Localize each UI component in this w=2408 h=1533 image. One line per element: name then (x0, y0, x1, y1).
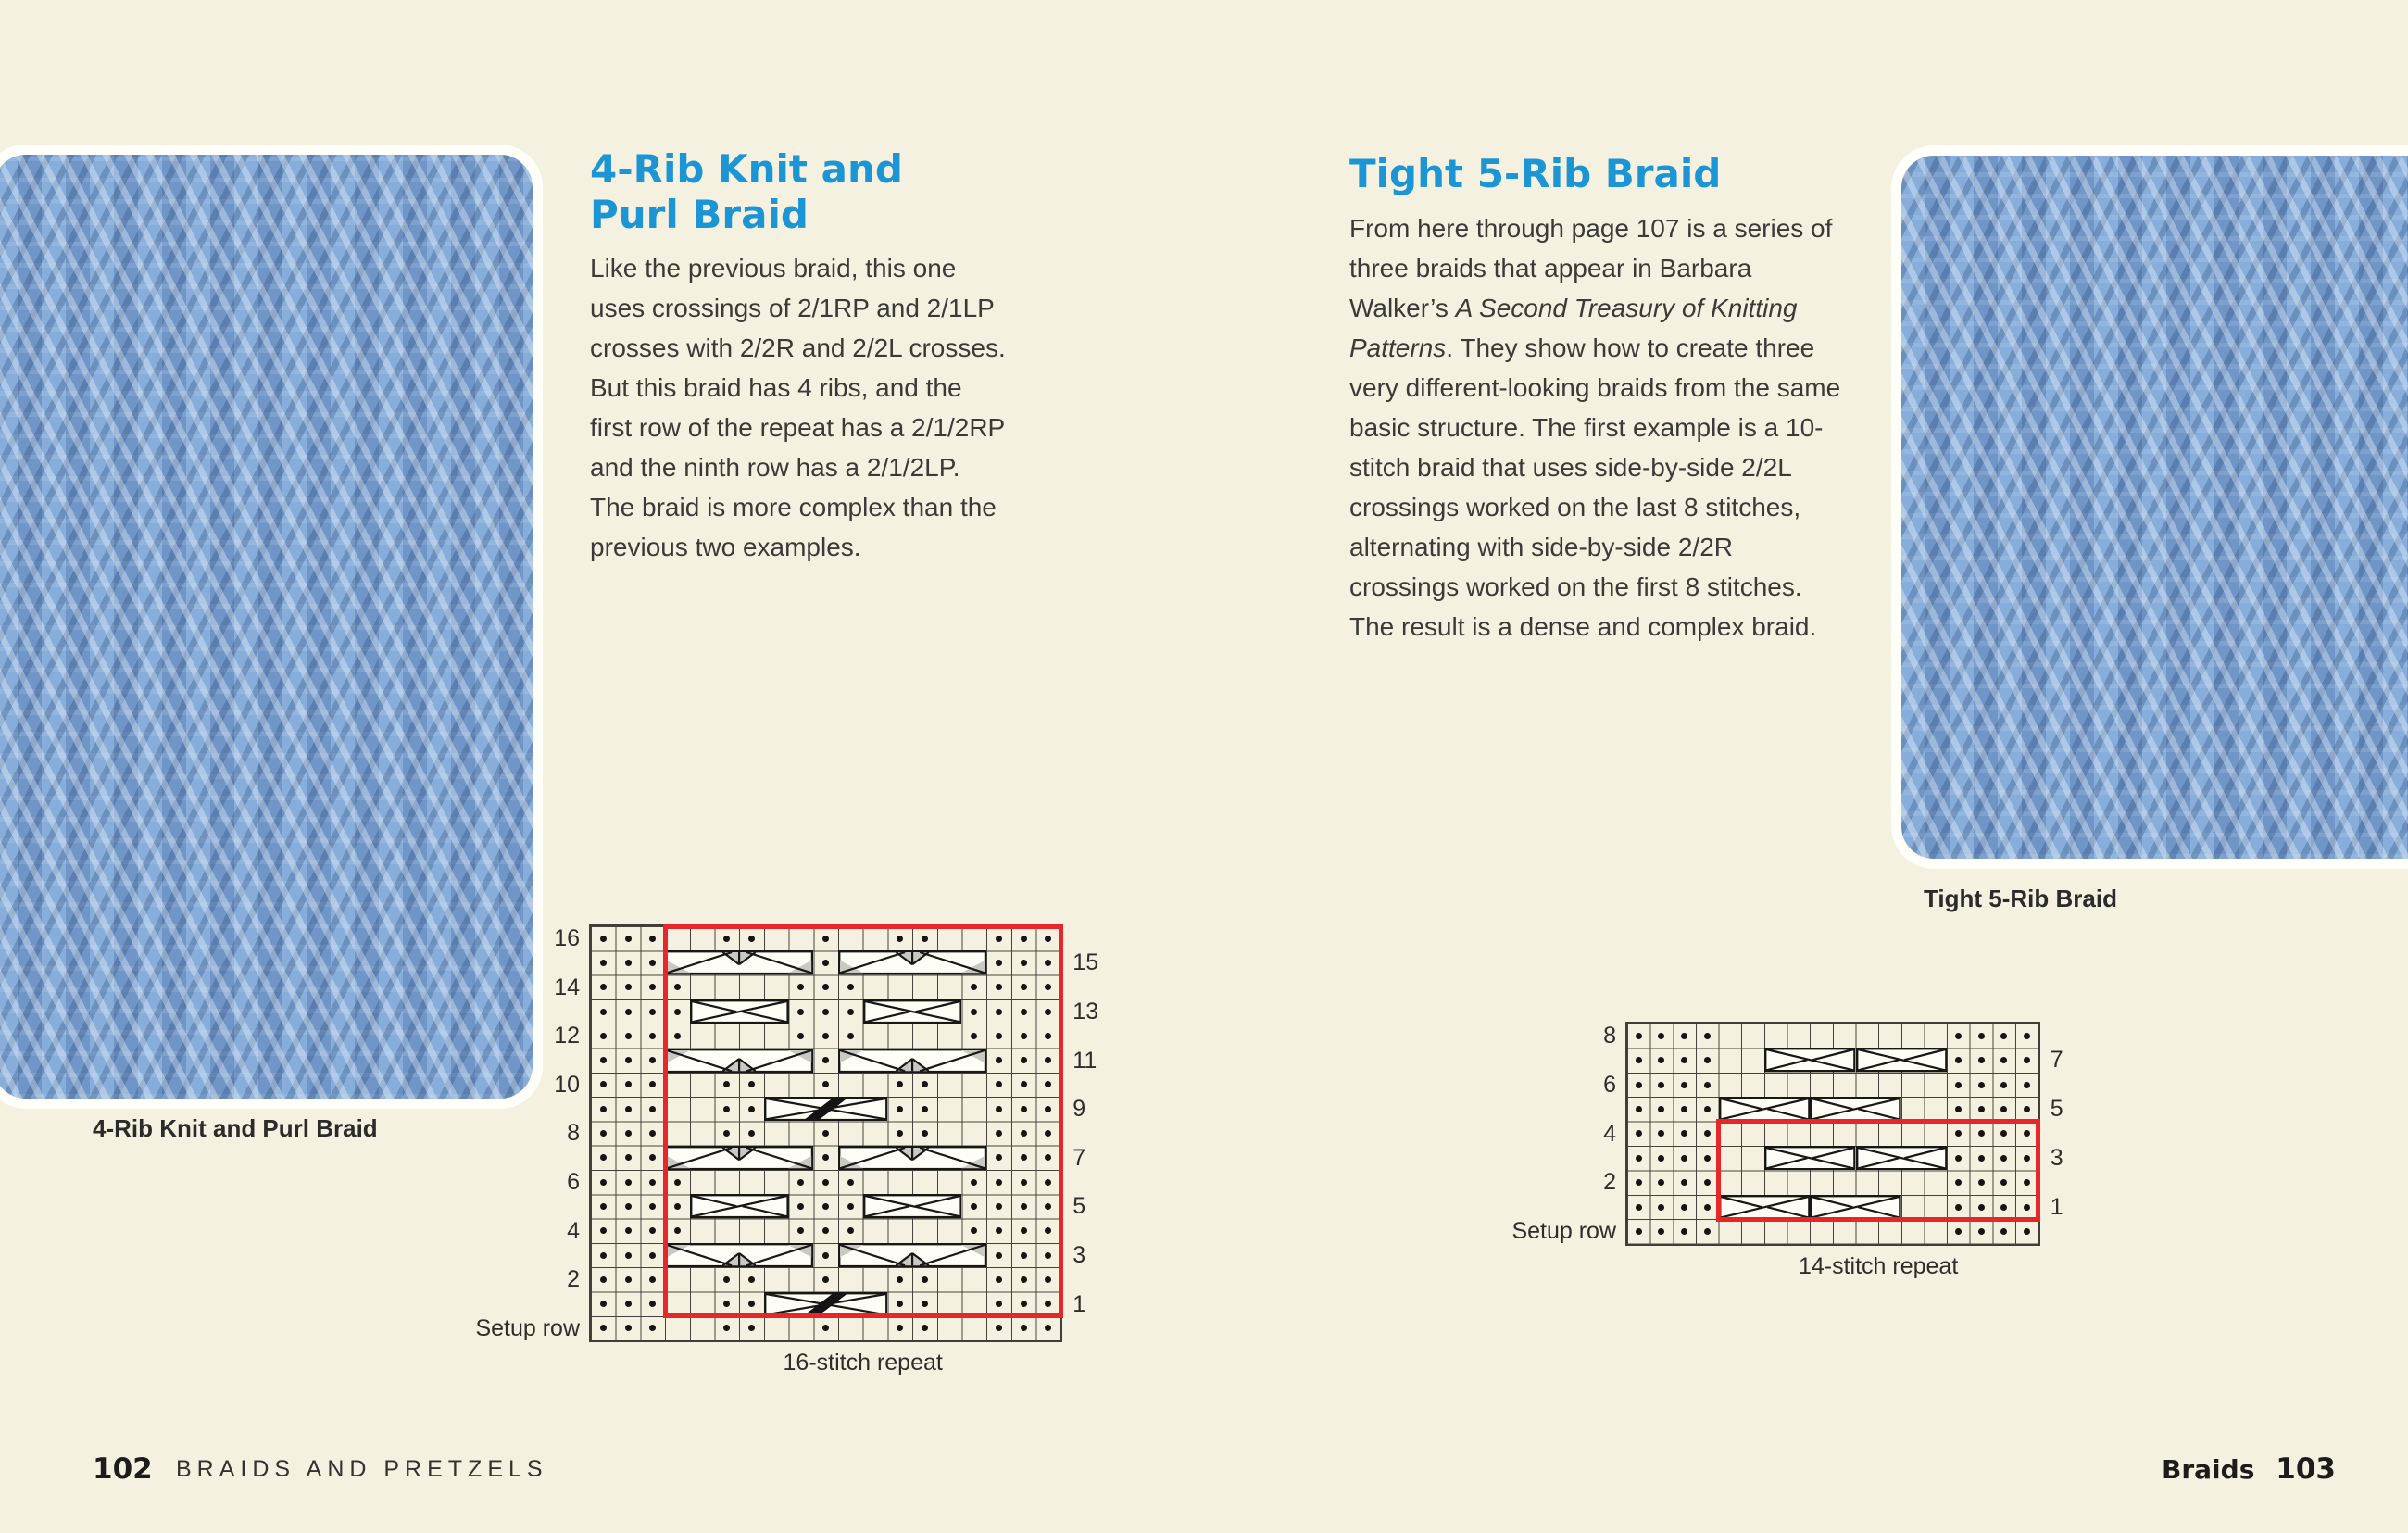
row-label-left: 6 (1603, 1071, 1616, 1098)
purl-dot (1704, 1204, 1711, 1211)
cable-symbol-R (1719, 1097, 1811, 1121)
purl-dot (1636, 1082, 1642, 1088)
cable-symbol-L (863, 999, 962, 1024)
purl-dot (1978, 1179, 1985, 1186)
purl-dot (971, 1009, 977, 1015)
purl-dot (649, 1009, 656, 1015)
purl-dot (1955, 1082, 1962, 1088)
cable-symbol-X (764, 1097, 888, 1121)
purl-dot (649, 936, 656, 942)
purl-dot (674, 1203, 681, 1210)
purl-dot (625, 960, 632, 966)
purl-dot (1021, 1203, 1027, 1210)
purl-dot (922, 1276, 928, 1283)
purl-dot (1955, 1155, 1962, 1162)
cable-symbol-A (665, 950, 813, 974)
row-label-right: 1 (2050, 1193, 2063, 1220)
purl-dot (1021, 960, 1027, 966)
purl-dot (922, 1130, 928, 1137)
purl-dot (649, 1252, 656, 1259)
right-page-number: 103 (2276, 1452, 2336, 1486)
purl-dot (996, 1179, 1002, 1186)
right-braid-photo (1891, 145, 2408, 869)
purl-dot (922, 1106, 928, 1112)
row-label-left: 8 (567, 1120, 580, 1147)
purl-dot (1021, 1252, 1027, 1259)
purl-dot (1978, 1106, 1985, 1112)
row-label-right: 9 (1072, 1096, 1086, 1123)
purl-dot (1021, 1227, 1027, 1234)
cable-symbol-L (1856, 1146, 1948, 1170)
purl-dot (897, 936, 903, 942)
purl-dot (1636, 1033, 1642, 1039)
purl-dot (1681, 1082, 1687, 1088)
purl-dot (822, 1252, 829, 1259)
purl-dot (1021, 1057, 1027, 1063)
purl-dot (2000, 1155, 2007, 1162)
purl-dot (1955, 1228, 1962, 1235)
4-rib-knit-and-purl-braid-chart (475, 925, 1099, 1376)
row-label-left: 10 (554, 1071, 580, 1098)
left-heading-line1: 4-Rib Knit and (590, 146, 903, 192)
row-label-left: 2 (1603, 1169, 1616, 1196)
purl-dot (625, 1081, 632, 1087)
purl-dot (2024, 1033, 2030, 1039)
left-article-heading (590, 146, 903, 237)
purl-dot (822, 1033, 829, 1039)
purl-dot (625, 984, 632, 990)
cable-symbol-B (838, 1243, 986, 1267)
row-label-right: 11 (1072, 1047, 1097, 1074)
cable-symbol-B (838, 1049, 986, 1073)
purl-dot (1021, 984, 1027, 990)
purl-dot (1955, 1204, 1962, 1211)
purl-dot (1704, 1228, 1711, 1235)
purl-dot (1704, 1106, 1711, 1112)
cable-symbol-L (1856, 1048, 1948, 1072)
purl-dot (1681, 1106, 1687, 1112)
purl-dot (600, 1179, 607, 1186)
purl-dot (748, 1276, 755, 1283)
purl-dot (1636, 1228, 1642, 1235)
purl-dot (600, 1057, 607, 1063)
right-article-heading: Tight 5-Rib Braid (1349, 151, 1722, 196)
row-label-left: 4 (1603, 1120, 1616, 1147)
row-label-left: 6 (567, 1169, 580, 1195)
purl-dot (625, 1154, 632, 1161)
purl-dot (600, 936, 607, 942)
purl-dot (1021, 1009, 1027, 1015)
cable-symbol-A (665, 1146, 813, 1170)
purl-dot (996, 1276, 1002, 1283)
cable-symbol-R (1810, 1097, 1901, 1121)
purl-dot (1636, 1204, 1642, 1211)
purl-dot (822, 1276, 829, 1283)
purl-dot (600, 960, 607, 966)
purl-dot (649, 1179, 656, 1186)
purl-dot (625, 1009, 632, 1015)
purl-dot (2024, 1082, 2030, 1088)
purl-dot (1704, 1155, 1711, 1162)
right-footer-section: Braids (2162, 1454, 2255, 1485)
purl-dot (625, 1033, 632, 1039)
purl-dot (674, 1033, 681, 1039)
cable-symbol-A (838, 1146, 986, 1170)
purl-dot (600, 1033, 607, 1039)
purl-dot (649, 1106, 656, 1112)
purl-dot (996, 1252, 1002, 1259)
purl-dot (822, 936, 829, 942)
cable-symbol-R (690, 1194, 789, 1218)
purl-dot (1045, 1009, 1051, 1015)
cable-symbol-B (665, 1049, 813, 1073)
row-label-right: 3 (1072, 1241, 1086, 1268)
row-label-right: 3 (2050, 1145, 2063, 1171)
left-page-number: 102 (93, 1452, 153, 1486)
repeat-width-label: 14-stitch repeat (1798, 1252, 1959, 1279)
purl-dot (674, 1009, 681, 1015)
purl-dot (625, 1057, 632, 1063)
purl-dot (2024, 1106, 2030, 1112)
purl-dot (847, 1203, 854, 1210)
row-label-right: 5 (1072, 1193, 1086, 1220)
purl-dot (625, 1203, 632, 1210)
purl-dot (847, 1033, 854, 1039)
cable-symbol-L (1764, 1146, 1856, 1170)
purl-dot (600, 1276, 607, 1283)
row-label-left: Setup row (475, 1314, 580, 1341)
purl-dot (1704, 1033, 1711, 1039)
purl-dot (996, 1106, 1002, 1112)
purl-dot (1978, 1204, 1985, 1211)
purl-dot (723, 936, 730, 942)
purl-dot (1978, 1057, 1985, 1063)
purl-dot (1978, 1082, 1985, 1088)
row-label-right: 7 (1072, 1144, 1086, 1171)
purl-dot (1021, 1130, 1027, 1137)
purl-dot (996, 1033, 1002, 1039)
purl-dot (748, 936, 755, 942)
purl-dot (822, 1179, 829, 1186)
purl-dot (922, 936, 928, 942)
purl-dot (600, 1252, 607, 1259)
cable-symbol-L (1764, 1048, 1856, 1072)
cable-symbol-R (1810, 1195, 1901, 1219)
row-label-left: 4 (567, 1217, 580, 1244)
tight-5-rib-braid-chart (1511, 1023, 2063, 1279)
purl-dot (600, 1009, 607, 1015)
right-photo-caption: Tight 5-Rib Braid (1924, 885, 2117, 912)
left-heading-line2: Purl Braid (590, 192, 809, 237)
cable-symbol-R (1719, 1195, 1811, 1219)
left-article-body: Like the previous braid, this one uses crossings of 2/1RP and 2/1LP crosses with 2/2R and 2/2L crosses. But this braid has 4 ribs, and the first row of the repeat has a 2/1/2RP and the ninth row has a 2/1/2LP. The braid is more complex than the previous two examples. (590, 254, 1006, 561)
purl-dot (1704, 1179, 1711, 1186)
purl-dot (1681, 1204, 1687, 1211)
purl-dot (1636, 1155, 1642, 1162)
purl-dot (1681, 1155, 1687, 1162)
purl-dot (996, 936, 1002, 942)
purl-dot (2024, 1057, 2030, 1063)
purl-dot (600, 1130, 607, 1137)
purl-dot (1704, 1082, 1711, 1088)
purl-dot (1955, 1057, 1962, 1063)
purl-dot (1955, 1106, 1962, 1112)
row-label-right: 7 (2050, 1047, 2063, 1074)
purl-dot (1021, 1301, 1027, 1307)
purl-dot (1636, 1057, 1642, 1063)
right-article-body: From here through page 107 is a series of three braids that appear in Barbara Walker’s A Second Treasury of Knitting Patterns. They show how to create three very different-looking braids from the same basic structure. The first example is a 10-stitch braid that uses side-by-side 2/2L crossings worked on the last 8 stitches, alternating with side-by-side 2/2R crossings worked on the first 8 stitches. The result is a dense and complex braid. (1349, 214, 1841, 641)
row-label-left: 8 (1603, 1023, 1616, 1049)
purl-dot (996, 1203, 1002, 1210)
row-label-left: 2 (567, 1266, 580, 1293)
purl-dot (2000, 1033, 2007, 1039)
row-label-left: Setup row (1511, 1218, 1616, 1245)
purl-dot (847, 1179, 854, 1186)
row-label-right: 1 (1072, 1290, 1086, 1317)
left-running-head: BRAIDS AND PRETZELS (176, 1456, 548, 1482)
purl-dot (2024, 1204, 2030, 1211)
purl-dot (847, 1009, 854, 1015)
purl-dot (674, 1179, 681, 1186)
cable-symbol-L (863, 1194, 962, 1218)
purl-dot (625, 1252, 632, 1259)
repeat-width-label: 16-stitch repeat (783, 1350, 943, 1376)
purl-dot (2024, 1228, 2030, 1235)
purl-dot (2000, 1204, 2007, 1211)
purl-dot (1636, 1106, 1642, 1112)
purl-dot (1955, 1179, 1962, 1186)
purl-dot (600, 1106, 607, 1112)
row-label-left: 14 (554, 974, 580, 1000)
purl-dot (996, 960, 1002, 966)
purl-dot (1978, 1228, 1985, 1235)
purl-dot (1681, 1228, 1687, 1235)
purl-dot (2024, 1155, 2030, 1162)
purl-dot (625, 1227, 632, 1234)
purl-dot (797, 1009, 804, 1015)
purl-dot (1021, 1033, 1027, 1039)
row-label-left: 16 (554, 925, 580, 951)
purl-dot (600, 1203, 607, 1210)
purl-dot (625, 936, 632, 942)
purl-dot (625, 1179, 632, 1186)
cable-symbol-X (764, 1292, 888, 1316)
purl-dot (2024, 1179, 2030, 1186)
purl-dot (1704, 1057, 1711, 1063)
purl-dot (1045, 1252, 1051, 1259)
purl-dot (1978, 1033, 1985, 1039)
row-label-right: 15 (1072, 949, 1099, 976)
purl-dot (600, 1301, 607, 1307)
left-photo-caption: 4-Rib Knit and Purl Braid (93, 1114, 378, 1142)
purl-dot (822, 1009, 829, 1015)
purl-dot (1021, 1276, 1027, 1283)
cable-symbol-B (665, 1243, 813, 1267)
purl-dot (748, 1106, 755, 1112)
purl-dot (996, 1009, 1002, 1015)
purl-dot (1955, 1033, 1962, 1039)
purl-dot (1681, 1033, 1687, 1039)
purl-dot (1636, 1179, 1642, 1186)
cable-symbol-R (690, 999, 789, 1024)
purl-dot (625, 1130, 632, 1137)
right-footer (1963, 1452, 2336, 1486)
purl-dot (1978, 1155, 1985, 1162)
purl-dot (625, 1276, 632, 1283)
row-label-right: 13 (1072, 998, 1099, 1024)
purl-dot (1021, 1179, 1027, 1186)
purl-dot (625, 1325, 632, 1331)
row-label-left: 12 (554, 1023, 580, 1049)
cable-symbol-A (838, 950, 986, 974)
row-label-right: 5 (2050, 1096, 2063, 1123)
left-braid-photo (0, 145, 543, 1109)
purl-dot (625, 1106, 632, 1112)
purl-dot (897, 1106, 903, 1112)
purl-dot (2000, 1082, 2007, 1088)
purl-dot (1978, 1130, 1985, 1137)
purl-dot (971, 1179, 977, 1186)
purl-dot (1021, 936, 1027, 942)
purl-dot (1021, 1106, 1027, 1112)
purl-dot (625, 1301, 632, 1307)
